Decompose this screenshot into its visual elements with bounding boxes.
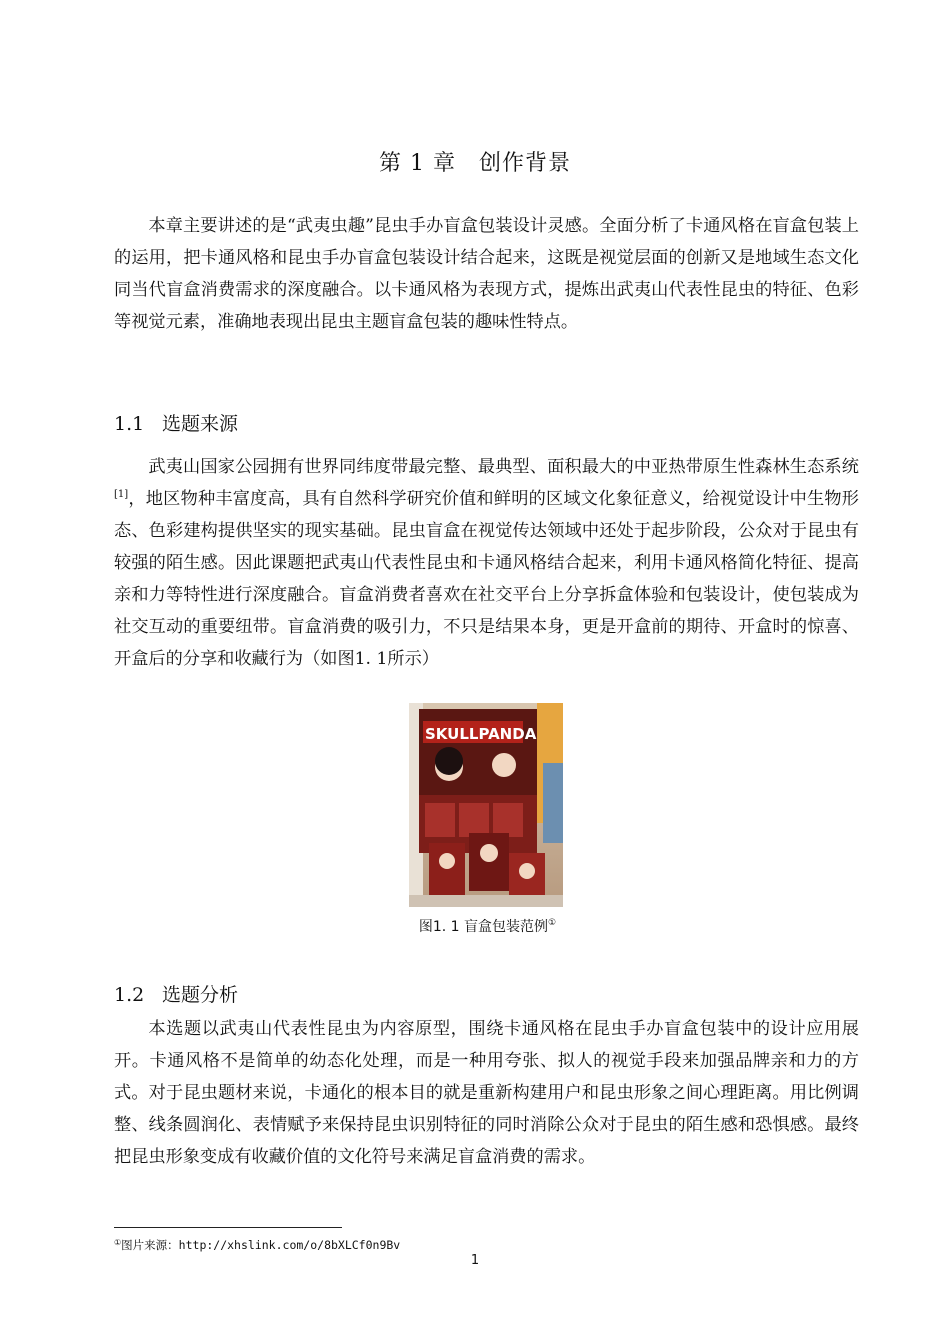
paragraph-text: 武夷山国家公园拥有世界同纬度带最完整、最典型、面积最大的中亚热带原生性森林生态系统 <box>148 457 859 477</box>
blind-box-photo <box>409 703 563 907</box>
section-heading-1-1 <box>114 409 238 439</box>
section-1-2-paragraph: 本选题以武夷山代表性昆虫为内容原型，围绕卡通风格在昆虫手办盲盒包装中的设计应用展开。卡通风格不是简单的幼态化处理，而是一种用夸张、拟人的视觉手段来加强品牌亲和力的方式。对于昆虫题材来说，卡通化的根本目的就是重新构建用户和昆虫形象之间心理距离。用比例调整、线条圆润化、表情赋予来保持昆虫识别特征的同时消除公众对于昆虫的陌生感和恐惧感。最终把昆虫形象变成有收藏价值的文化符号来满足盲盒消费的需求。 <box>114 1019 859 1167</box>
chapter-title: 第 1 章 创作背景 <box>379 151 571 176</box>
section-number: 1.2 <box>114 984 145 1006</box>
brand-text: SKULLPANDA <box>425 725 537 743</box>
caption-text: 图1. 1 盲盒包装范例 <box>418 919 549 935</box>
page-number: 1 <box>470 1253 480 1268</box>
footnote-text: 图片来源：http://xhslink.com/o/8bXLCf0n9Bv <box>121 1238 401 1252</box>
caption-footnote-mark: ① <box>548 918 557 928</box>
section-number: 1.1 <box>114 413 145 435</box>
section-title: 选题来源 <box>162 413 239 435</box>
section-heading-1-2 <box>114 980 238 1010</box>
citation-ref: [1] <box>114 489 129 500</box>
intro-paragraph: 本章主要讲述的是“武夷虫趣”昆虫手办盲盒包装设计灵感。全面分析了卡通风格在盲盒包装上的运用，把卡通风格和昆虫手办盲盒包装设计结合起来，这既是视觉层面的创新又是地域生态文化同当代盲盒消费需求的深度融合。以卡通风格为表现方式，提炼出武夷山代表性昆虫的特征、色彩等视觉元素，准确地表现出昆虫主题盲盒包装的趣味性特点。 <box>114 216 859 332</box>
footnote <box>114 1237 400 1253</box>
paragraph-text: ，地区物种丰富度高，具有自然科学研究价值和鲜明的区域文化象征意义，给视觉设计中生物形态、色彩建构提供坚实的现实基础。昆虫盲盒在视觉传达领域中还处于起步阶段，公众对于昆虫有较强的陌生感。因此课题把武夷山代表性昆虫和卡通风格结合起来，利用卡通风格简化特征、提高亲和力等特性进行深度融合。盲盒消费者喜欢在社交平台上分享拆盒体验和包装设计，使包装成为社交互动的重要纽带。盲盒消费的吸引力，不只是结果本身，更是开盒前的期待、开盒时的惊喜、开盒后的分享和收藏行为（如图1. 1所示） <box>114 489 859 669</box>
footnote-mark: ① <box>114 1238 122 1247</box>
figure-caption <box>0 916 950 936</box>
blind-box-illustration <box>409 703 563 907</box>
section-title: 选题分析 <box>162 984 239 1006</box>
section-1-1-paragraph <box>114 451 859 675</box>
footnote-divider <box>114 1227 342 1228</box>
